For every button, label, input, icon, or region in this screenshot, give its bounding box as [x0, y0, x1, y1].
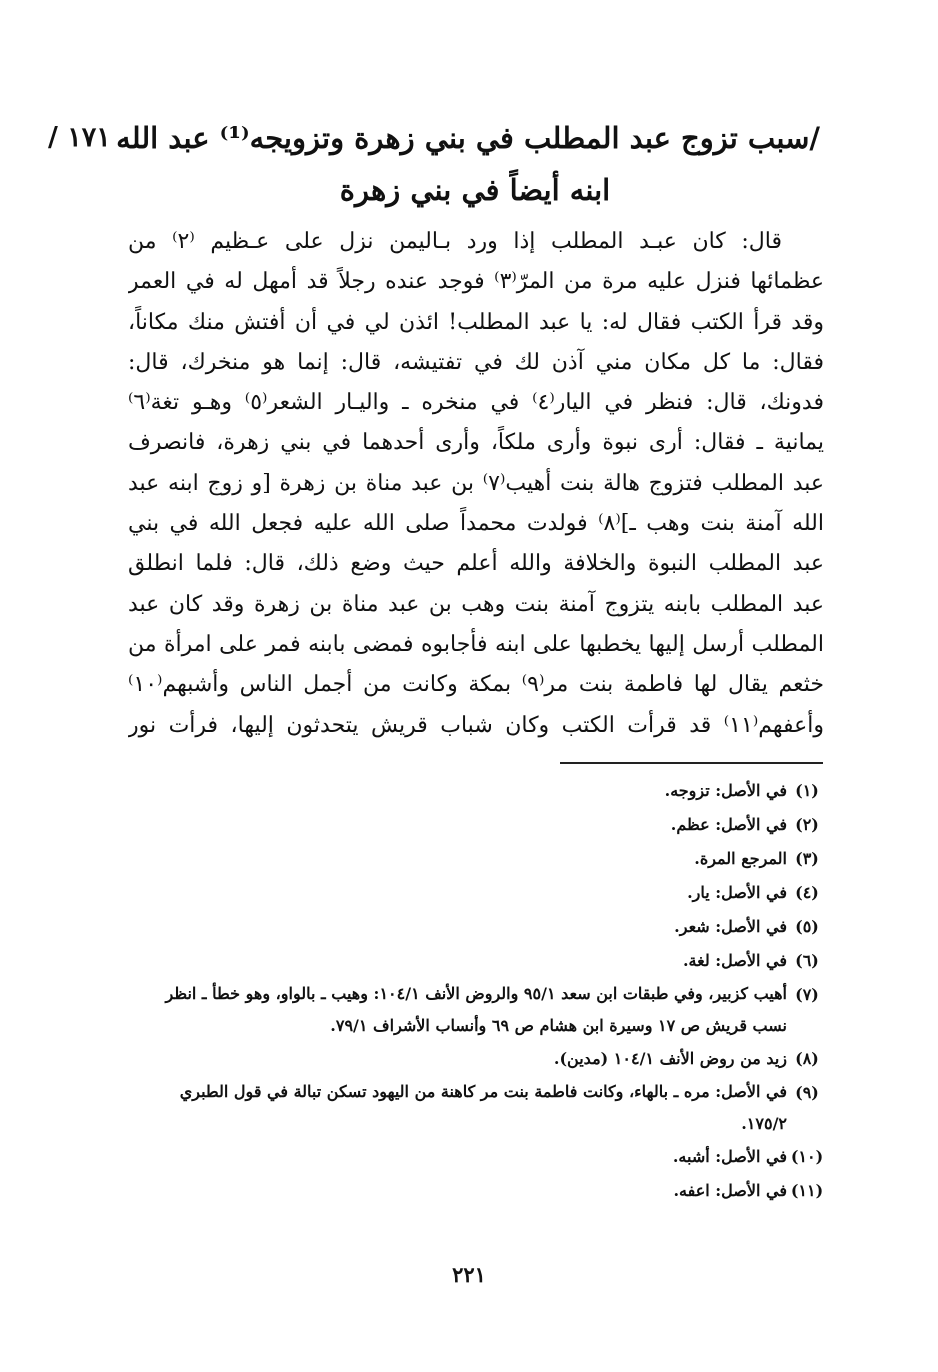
footnote-item	[135, 1042, 827, 1076]
body-line: عظمائها فنزل عليه مرة من المرّ⁽٣⁾ فوجد عنده رجلاً قد أمهل له في العمر	[128, 269, 824, 295]
footnote-item	[135, 1174, 827, 1208]
footnote-text: في الأصل: يار.	[687, 883, 787, 902]
footnote-number: (٩)	[795, 1083, 819, 1102]
footnote-text: أهيب كزبير، وفي طبقات ابن سعد ٩٥/١ والروض الأنف ١٠٤/١: وهيب ـ بالواو، وهو خطأ ـ انظر نسب قريش ص ١٧ وسيرة ابن هشام ص ٦٩ وأنساب الأشراف ٧٩/١.	[165, 984, 787, 1035]
body-text	[128, 222, 824, 746]
footnote-item	[135, 876, 827, 910]
body-line: يمانية ـ فقال: أرى نبوة وأرى ملكاً، وأرى أحدهما في بني زهرة، فانصرف	[128, 430, 824, 456]
heading-line-2: ابنه أيضاً في بني زهرة	[339, 173, 611, 207]
footnote-item	[135, 978, 827, 1042]
footnote-number: (٨)	[795, 1049, 819, 1068]
footnote-text: في الأصل: شعر.	[674, 917, 787, 936]
footnote-number: (١١)	[790, 1181, 824, 1200]
footnote-number: (٤)	[795, 883, 819, 902]
body-line: فقال: ما كل مكان مني آذن لك في تفتيشه، قال: إنما هو منخرك، قال:	[128, 349, 824, 375]
footnote-text: في الأصل: مره ـ بالهاء، وكانت فاطمة بنت مر كاهنة من اليهود تسكن تبالة في قول الطبري ١٧٥/٢.	[179, 1082, 787, 1133]
footnote-item	[135, 1076, 827, 1140]
footnote-text: في الأصل: أشبه.	[672, 1147, 787, 1166]
footnote-item	[135, 910, 827, 944]
body-line: عبد المطلب النبوة والخلافة والله أعلم حيث وضع ذلك، قال: فلما انطلق	[128, 551, 824, 577]
footnote-number: (٣)	[795, 849, 819, 868]
section-heading	[116, 112, 820, 216]
footnote-divider	[560, 762, 823, 764]
body-line: فدونك، قال: فنظر في اليار⁽٤⁾ في منخره ـ واليـار الشعر⁽٥⁾ وهـو تغة⁽٦⁾	[128, 390, 824, 416]
footnote-text: زيد من روض الأنف ١٠٤/١ (مدين).	[553, 1049, 787, 1068]
footnote-item	[135, 944, 827, 978]
footnote-number: (٢)	[795, 815, 819, 834]
body-line: وقد قرأ الكتب فقال له: يا عبد المطلب! ائذن لي في أن أفتش منك مكاناً،	[128, 309, 824, 335]
page-number: ٢٢١	[452, 1262, 486, 1287]
footnote-text: المرجع المرة.	[694, 849, 787, 868]
margin-page-reference: ١٧١ /	[48, 122, 111, 153]
footnote-item	[135, 808, 827, 842]
footnotes	[135, 774, 827, 1208]
footnote-item	[135, 1140, 827, 1174]
footnote-number: (٥)	[795, 917, 819, 936]
heading-line-1: /سبب تزوج عبد المطلب في بني زهرة وتزويجه⁽¹⁾ عبد الله	[116, 121, 820, 155]
body-line: المطلب أرسل إليها يخطبها على ابنه فأجابوه فمضى بابنه فمر على امرأة من	[128, 631, 824, 657]
footnote-number: (٧)	[795, 985, 819, 1004]
footnote-text: في الأصل: اعفه.	[673, 1181, 787, 1200]
footnote-text: في الأصل: تزوجه.	[664, 781, 787, 800]
footnote-text: في الأصل: عظم.	[670, 815, 787, 834]
footnote-number: (٦)	[795, 951, 819, 970]
body-line: عبد المطلب فتزوج هالة بنت أهيب⁽٧⁾ بن عبد مناة بن زهرة [و زوج ابنه عبد	[128, 470, 824, 496]
body-line: خثعم يقال لها فاطمة بنت مر⁽٩⁾ بمكة وكانت من أجمل الناس وأشبهم⁽١٠⁾	[128, 672, 824, 698]
footnote-number: (١)	[795, 781, 819, 800]
footnote-item	[135, 842, 827, 876]
footnote-number: (١٠)	[790, 1147, 824, 1166]
footnote-text: في الأصل: لغة.	[682, 951, 787, 970]
footnote-item	[135, 774, 827, 808]
body-line: عبد المطلب بابنه يتزوج آمنة بنت وهب بن عبد مناة بن زهرة وقد كان عبد	[128, 591, 824, 617]
body-line: وأعفهم⁽١١⁾ قد قرأت الكتب وكان شباب قريش يتحدثون إليها، فرأت نور	[128, 712, 824, 738]
body-line: الله آمنة بنت وهب ـ]⁽٨⁾ فولدت محمداً صلى الله عليه فجعل الله في بني	[128, 511, 824, 537]
body-line: قال: كان عبـد المطلب إذا ورد بـاليمن نزل على عـظيم ⁽٢⁾ من	[128, 229, 782, 254]
